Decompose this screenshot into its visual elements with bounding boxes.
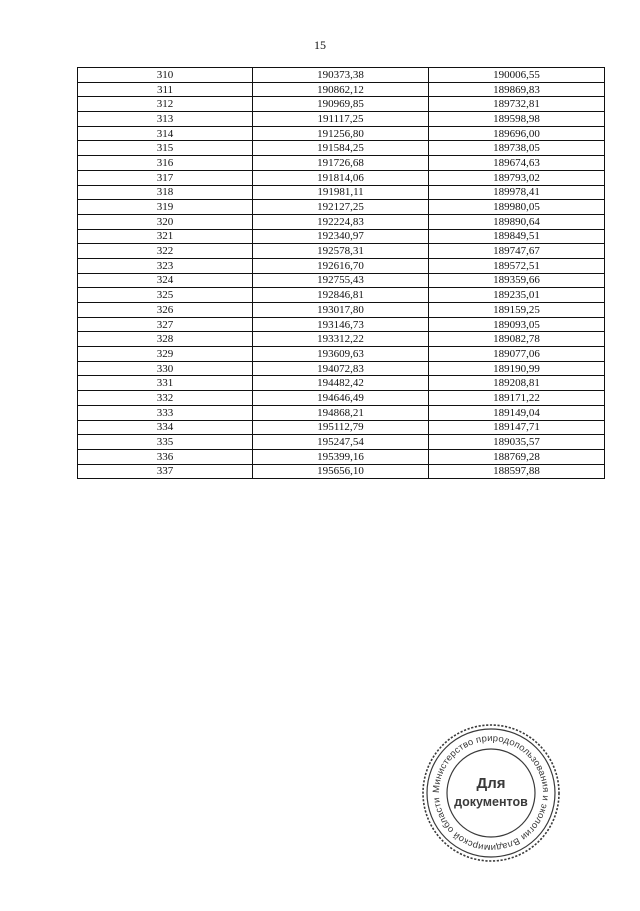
point-number-cell: 323 xyxy=(78,258,253,273)
point-number-cell: 333 xyxy=(78,405,253,420)
y-coordinate-cell: 189093,05 xyxy=(429,317,605,332)
y-coordinate-cell: 189035,57 xyxy=(429,435,605,450)
table-row xyxy=(78,435,605,450)
table-row xyxy=(78,244,605,259)
point-number-cell: 328 xyxy=(78,332,253,347)
table-row xyxy=(78,347,605,362)
point-number-cell: 329 xyxy=(78,347,253,362)
x-coordinate-cell: 191117,25 xyxy=(253,112,429,127)
coordinates-table-body xyxy=(78,68,605,479)
table-row xyxy=(78,170,605,185)
x-coordinate-cell: 195399,16 xyxy=(253,449,429,464)
y-coordinate-cell: 189890,64 xyxy=(429,214,605,229)
table-row xyxy=(78,229,605,244)
stamp-ring-text: Министерство природопользования и экологии Владимирской области xyxy=(430,732,552,854)
y-coordinate-cell: 189082,78 xyxy=(429,332,605,347)
y-coordinate-cell: 189747,67 xyxy=(429,244,605,259)
x-coordinate-cell: 194868,21 xyxy=(253,405,429,420)
x-coordinate-cell: 192224,83 xyxy=(253,214,429,229)
y-coordinate-cell: 189171,22 xyxy=(429,391,605,406)
y-coordinate-cell: 189869,83 xyxy=(429,82,605,97)
y-coordinate-cell: 190006,55 xyxy=(429,68,605,83)
page-number: 15 xyxy=(314,38,326,52)
point-number-cell: 335 xyxy=(78,435,253,450)
x-coordinate-cell: 192127,25 xyxy=(253,200,429,215)
point-number-cell: 334 xyxy=(78,420,253,435)
x-coordinate-cell: 192846,81 xyxy=(253,288,429,303)
stamp-outer-ring xyxy=(423,725,559,861)
table-row xyxy=(78,200,605,215)
x-coordinate-cell: 193017,80 xyxy=(253,303,429,318)
table-row xyxy=(78,68,605,83)
stamp-center-line1: Для xyxy=(476,775,506,792)
table-row xyxy=(78,303,605,318)
table-row xyxy=(78,464,605,479)
x-coordinate-cell: 192340,97 xyxy=(253,229,429,244)
y-coordinate-cell: 189235,01 xyxy=(429,288,605,303)
x-coordinate-cell: 194072,83 xyxy=(253,361,429,376)
y-coordinate-cell: 189598,98 xyxy=(429,112,605,127)
point-number-cell: 316 xyxy=(78,156,253,171)
point-number-cell: 313 xyxy=(78,112,253,127)
stamp-inner-ring xyxy=(447,749,535,837)
y-coordinate-cell: 189978,41 xyxy=(429,185,605,200)
table-row xyxy=(78,361,605,376)
y-coordinate-cell: 189793,02 xyxy=(429,170,605,185)
x-coordinate-cell: 190862,12 xyxy=(253,82,429,97)
point-number-cell: 322 xyxy=(78,244,253,259)
table-row xyxy=(78,214,605,229)
point-number-cell: 315 xyxy=(78,141,253,156)
point-number-cell: 317 xyxy=(78,170,253,185)
table-row xyxy=(78,273,605,288)
table-row xyxy=(78,405,605,420)
official-stamp xyxy=(420,722,562,864)
stamp-middle-ring xyxy=(427,729,555,857)
y-coordinate-cell: 188769,28 xyxy=(429,449,605,464)
x-coordinate-cell: 191981,11 xyxy=(253,185,429,200)
point-number-cell: 331 xyxy=(78,376,253,391)
x-coordinate-cell: 190373,38 xyxy=(253,68,429,83)
point-number-cell: 318 xyxy=(78,185,253,200)
y-coordinate-cell: 189159,25 xyxy=(429,303,605,318)
x-coordinate-cell: 192578,31 xyxy=(253,244,429,259)
table-row xyxy=(78,420,605,435)
y-coordinate-cell: 189359,66 xyxy=(429,273,605,288)
x-coordinate-cell: 191256,80 xyxy=(253,126,429,141)
point-number-cell: 321 xyxy=(78,229,253,244)
table-row xyxy=(78,288,605,303)
y-coordinate-cell: 189732,81 xyxy=(429,97,605,112)
y-coordinate-cell: 189696,00 xyxy=(429,126,605,141)
point-number-cell: 325 xyxy=(78,288,253,303)
x-coordinate-cell: 193609,63 xyxy=(253,347,429,362)
point-number-cell: 311 xyxy=(78,82,253,97)
y-coordinate-cell: 189674,63 xyxy=(429,156,605,171)
x-coordinate-cell: 191726,68 xyxy=(253,156,429,171)
x-coordinate-cell: 192616,70 xyxy=(253,258,429,273)
table-row xyxy=(78,97,605,112)
point-number-cell: 326 xyxy=(78,303,253,318)
stamp-center-line2: документов xyxy=(454,795,528,809)
table-row xyxy=(78,112,605,127)
y-coordinate-cell: 189849,51 xyxy=(429,229,605,244)
point-number-cell: 320 xyxy=(78,214,253,229)
stamp-graphic xyxy=(420,722,562,864)
x-coordinate-cell: 191584,25 xyxy=(253,141,429,156)
x-coordinate-cell: 193312,22 xyxy=(253,332,429,347)
point-number-cell: 332 xyxy=(78,391,253,406)
table-row xyxy=(78,376,605,391)
y-coordinate-cell: 189147,71 xyxy=(429,420,605,435)
x-coordinate-cell: 195247,54 xyxy=(253,435,429,450)
y-coordinate-cell: 189077,06 xyxy=(429,347,605,362)
x-coordinate-cell: 195656,10 xyxy=(253,464,429,479)
table-row xyxy=(78,141,605,156)
x-coordinate-cell: 195112,79 xyxy=(253,420,429,435)
y-coordinate-cell: 189572,51 xyxy=(429,258,605,273)
point-number-cell: 324 xyxy=(78,273,253,288)
y-coordinate-cell: 189149,04 xyxy=(429,405,605,420)
table-row xyxy=(78,332,605,347)
table-row xyxy=(78,449,605,464)
y-coordinate-cell: 189738,05 xyxy=(429,141,605,156)
x-coordinate-cell: 194646,49 xyxy=(253,391,429,406)
coordinates-table xyxy=(77,67,605,479)
y-coordinate-cell: 188597,88 xyxy=(429,464,605,479)
point-number-cell: 330 xyxy=(78,361,253,376)
point-number-cell: 314 xyxy=(78,126,253,141)
point-number-cell: 319 xyxy=(78,200,253,215)
table-row xyxy=(78,391,605,406)
x-coordinate-cell: 190969,85 xyxy=(253,97,429,112)
point-number-cell: 327 xyxy=(78,317,253,332)
table-row xyxy=(78,126,605,141)
y-coordinate-cell: 189190,99 xyxy=(429,361,605,376)
table-row xyxy=(78,185,605,200)
x-coordinate-cell: 194482,42 xyxy=(253,376,429,391)
x-coordinate-cell: 192755,43 xyxy=(253,273,429,288)
table-row xyxy=(78,82,605,97)
point-number-cell: 310 xyxy=(78,68,253,83)
point-number-cell: 337 xyxy=(78,464,253,479)
y-coordinate-cell: 189208,81 xyxy=(429,376,605,391)
point-number-cell: 312 xyxy=(78,97,253,112)
point-number-cell: 336 xyxy=(78,449,253,464)
table-row xyxy=(78,156,605,171)
x-coordinate-cell: 193146,73 xyxy=(253,317,429,332)
table-row xyxy=(78,258,605,273)
table-row xyxy=(78,317,605,332)
y-coordinate-cell: 189980,05 xyxy=(429,200,605,215)
x-coordinate-cell: 191814,06 xyxy=(253,170,429,185)
